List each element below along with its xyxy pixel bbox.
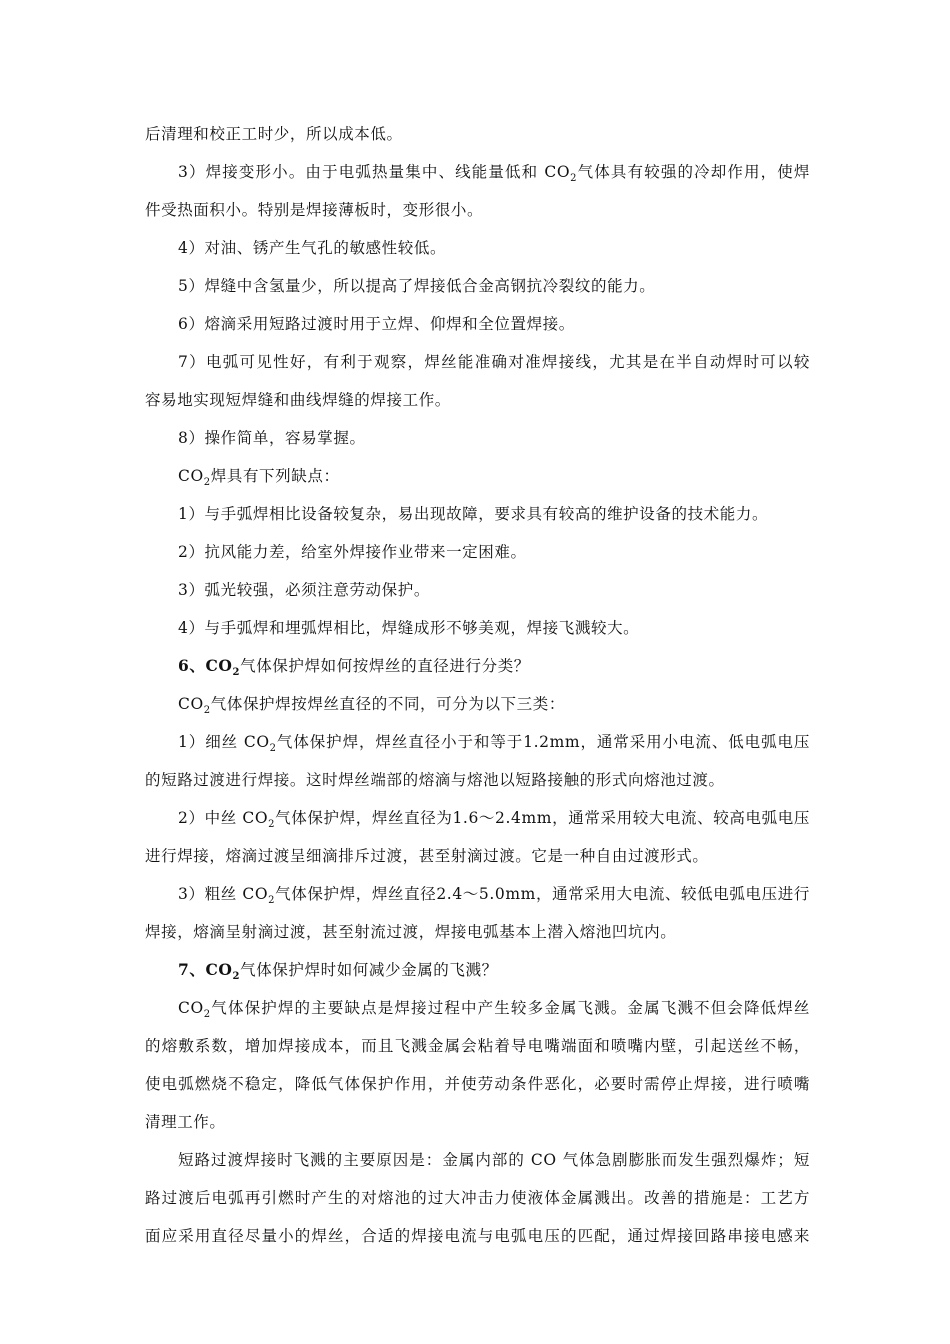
text-line: 焊接，熔滴呈射滴过渡，甚至射流过渡，焊接电弧基本上潜入熔池凹坑内。 [145, 923, 677, 941]
text-line: 路过渡后电弧再引燃时产生的对熔池的过大冲击力使液体金属溅出。改善的措施是：工艺方 [145, 1189, 810, 1207]
text-line: 2）抗风能力差，给室外焊接作业带来一定困难。 [178, 543, 527, 561]
text-line: 容易地实现短焊缝和曲线焊缝的焊接工作。 [145, 391, 451, 409]
text-line: 的熔敷系数，增加焊接成本，而且飞溅金属会粘着导电嘴端面和喷嘴内壁，引起送丝不畅， [145, 1037, 810, 1055]
text-line: 3）粗丝 $CO_2$气体保护焊，焊丝直径2.4～5.0mm，通常采用大电流、较低电弧电压进行 [178, 885, 810, 906]
text-line: 使电弧燃烧不稳定，降低气体保护作用，并使劳动条件恶化，必要时需停止焊接，进行喷嘴 [145, 1075, 810, 1093]
text-line: 2）中丝 $CO_2$气体保护焊，焊丝直径为1.6～2.4mm，通常采用较大电流、较高电弧电压 [178, 809, 810, 830]
section-heading: 7、$CO_2$气体保护焊时如何减少金属的飞溅？ [178, 960, 498, 982]
text-line: 6）熔滴采用短路过渡时用于立焊、仰焊和全位置焊接。 [178, 315, 575, 333]
text-line: 4）对油、锈产生气孔的敏感性较低。 [178, 239, 447, 257]
text-line: $CO_2$气体保护焊的主要缺点是焊接过程中产生较多金属飞溅。金属飞溅不但会降低焊丝 [178, 999, 810, 1020]
text-line: 件受热面积小。特别是焊接薄板时，变形很小。 [145, 201, 484, 219]
text-line: 1）细丝 $CO_2$气体保护焊，焊丝直径小于和等于1.2mm，通常采用小电流、低电弧电压 [178, 733, 810, 754]
text-line: 进行焊接，熔滴过渡呈细滴排斥过渡，甚至射滴过渡。它是一种自由过渡形式。 [145, 847, 709, 865]
text-line: 1）与手弧焊相比设备较复杂，易出现故障，要求具有较高的维护设备的技术能力。 [178, 505, 769, 523]
text-line: $CO_2$焊具有下列缺点： [178, 467, 340, 488]
text-line: 的短路过渡进行焊接。这时焊丝端部的熔滴与熔池以短路接触的形式向熔池过渡。 [145, 771, 725, 789]
text-line: 4）与手弧焊和埋弧焊相比，焊缝成形不够美观，焊接飞溅较大。 [178, 619, 640, 637]
text-line: 5）焊缝中含氢量少，所以提高了焊接低合金高钢抗冷裂纹的能力。 [178, 277, 656, 295]
text-line: 7）电弧可见性好，有利于观察，焊丝能准确对准焊接线，尤其是在半自动焊时可以较 [178, 353, 810, 371]
text-line: 面应采用直径尽量小的焊丝，合适的焊接电流与电弧电压的匹配，通过焊接回路串接电感来 [145, 1227, 810, 1245]
text-line: 3）弧光较强，必须注意劳动保护。 [178, 581, 430, 599]
text-line: 8）操作简单，容易掌握。 [178, 429, 366, 447]
section-heading: 6、$CO_2$气体保护焊如何按焊丝的直径进行分类？ [178, 656, 530, 678]
text-line: 3）焊接变形小。由于电弧热量集中、线能量低和 $CO_2$气体具有较强的冷却作用，使焊 [178, 163, 811, 184]
text-line: 后清理和校正工时少，所以成本低。 [145, 125, 403, 143]
text-line: 清理工作。 [145, 1113, 226, 1131]
text-line: 短路过渡焊接时飞溅的主要原因是：金属内部的 CO 气体急剧膨胀而发生强烈爆炸；短 [178, 1151, 810, 1169]
text-line: $CO_2$气体保护焊按焊丝直径的不同，可分为以下三类： [178, 695, 565, 716]
